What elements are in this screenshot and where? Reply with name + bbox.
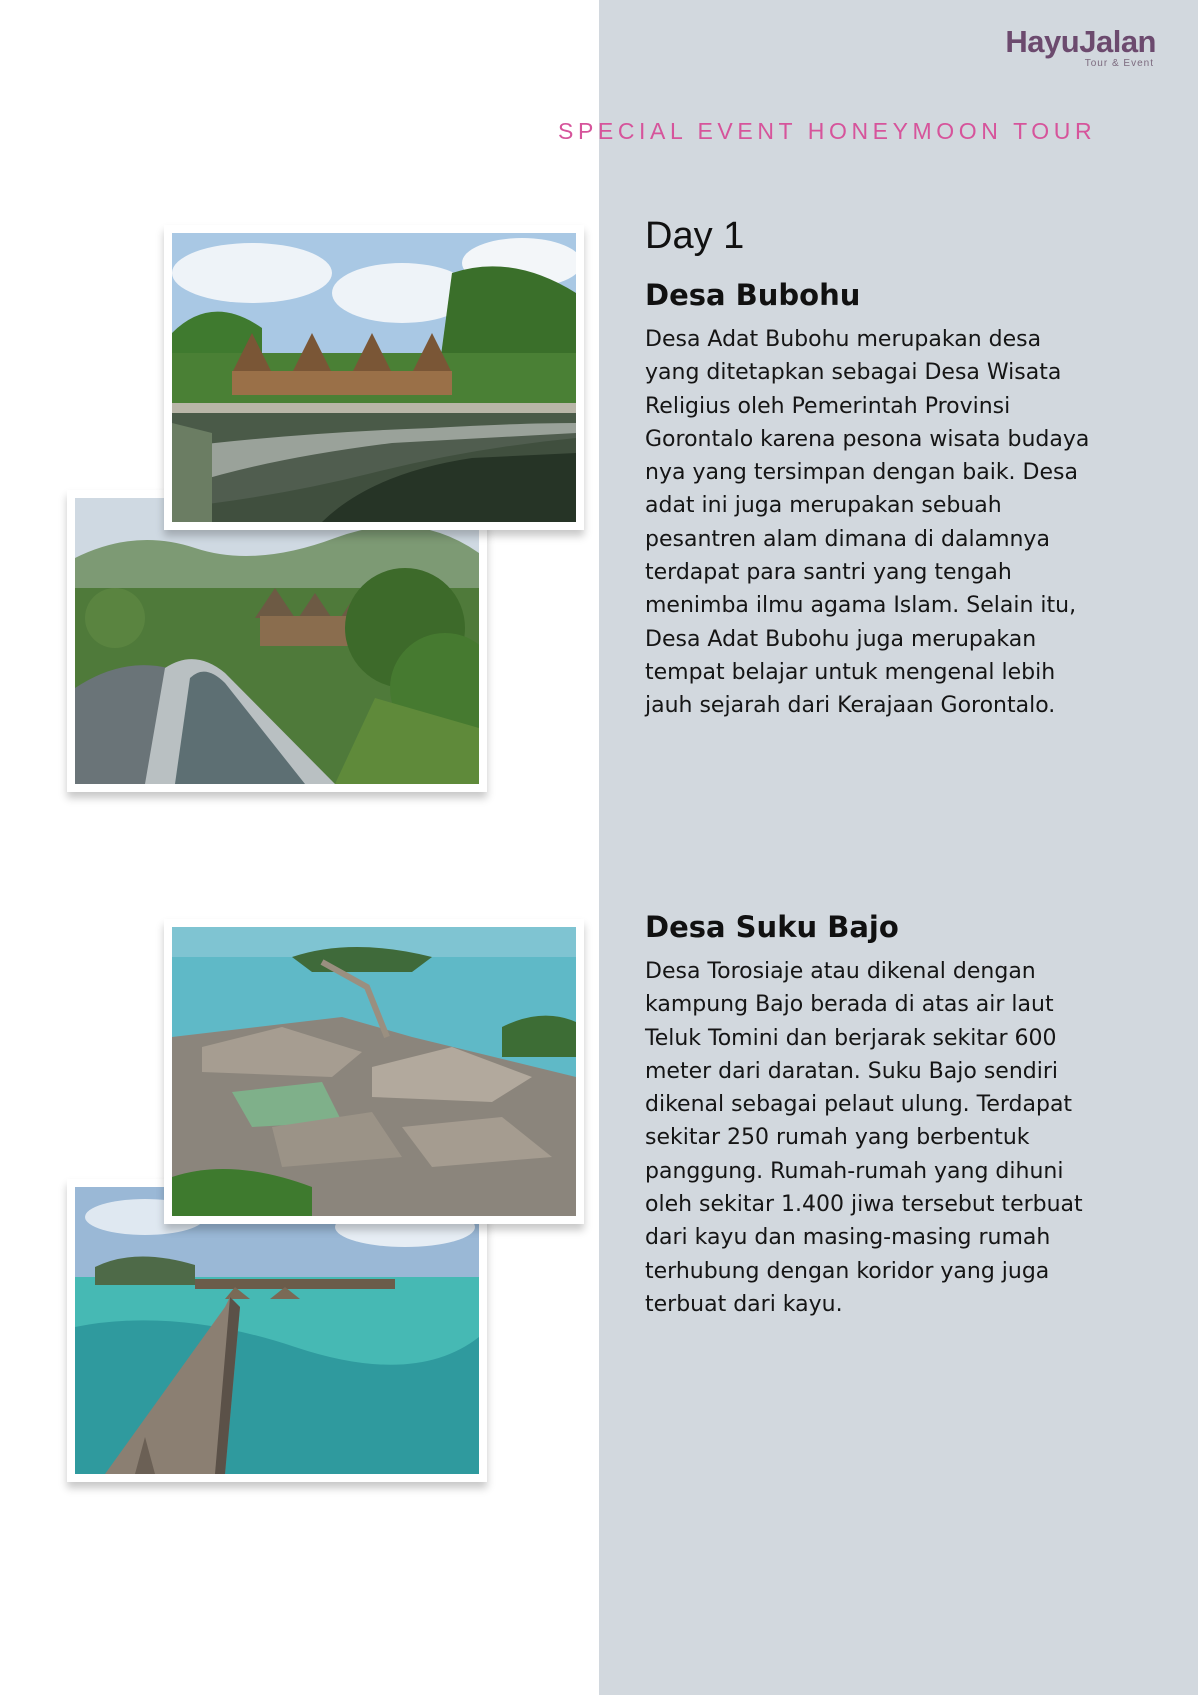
day-title: Day 1 — [645, 215, 745, 257]
event-title: SPECIAL EVENT HONEYMOON TOUR — [558, 118, 1097, 144]
brand-tagline: Tour & Event — [1084, 58, 1154, 69]
bajo-photo-2 — [67, 1179, 487, 1482]
section-title-bajo: Desa Suku Bajo — [645, 910, 899, 944]
bubohu-photo-1 — [164, 225, 584, 530]
section-body-bajo: Desa Torosiaje atau dikenal dengan kampung Bajo berada di atas air laut Teluk Tomini dan berjarak sekitar 600 meter dari daratan. Suku Bajo sendiri dikenal sebagai pelaut ulung. Terdapat sekitar 250 rumah yang berbentuk panggung. Rumah-rumah yang dihuni oleh sekitar 1.400 jiwa tersebut terbuat dari kayu dan masing-masing rumah terhubung dengan koridor yang juga terbuat dari kayu. — [645, 959, 1083, 1317]
brand-name: HayuJalan — [1005, 24, 1156, 59]
brand-logo — [1005, 24, 1156, 69]
bubohu-photo-2 — [67, 490, 487, 792]
section-title-bubohu: Desa Bubohu — [645, 278, 861, 312]
bajo-photo-1 — [164, 919, 584, 1224]
section-body-bubohu: Desa Adat Bubohu merupakan desa yang ditetapkan sebagai Desa Wisata Religius oleh Pemerintah Provinsi Gorontalo karena pesona wisata budaya nya yang tersimpan dengan baik. Desa adat ini juga merupakan sebuah pesantren alam dimana di dalamnya terdapat para santri yang tengah menimba ilmu agama Islam. Selain itu, Desa Adat Bubohu juga merupakan tempat belajar untuk mengenal lebih jauh sejarah dari Kerajaan Gorontalo. — [645, 327, 1090, 719]
